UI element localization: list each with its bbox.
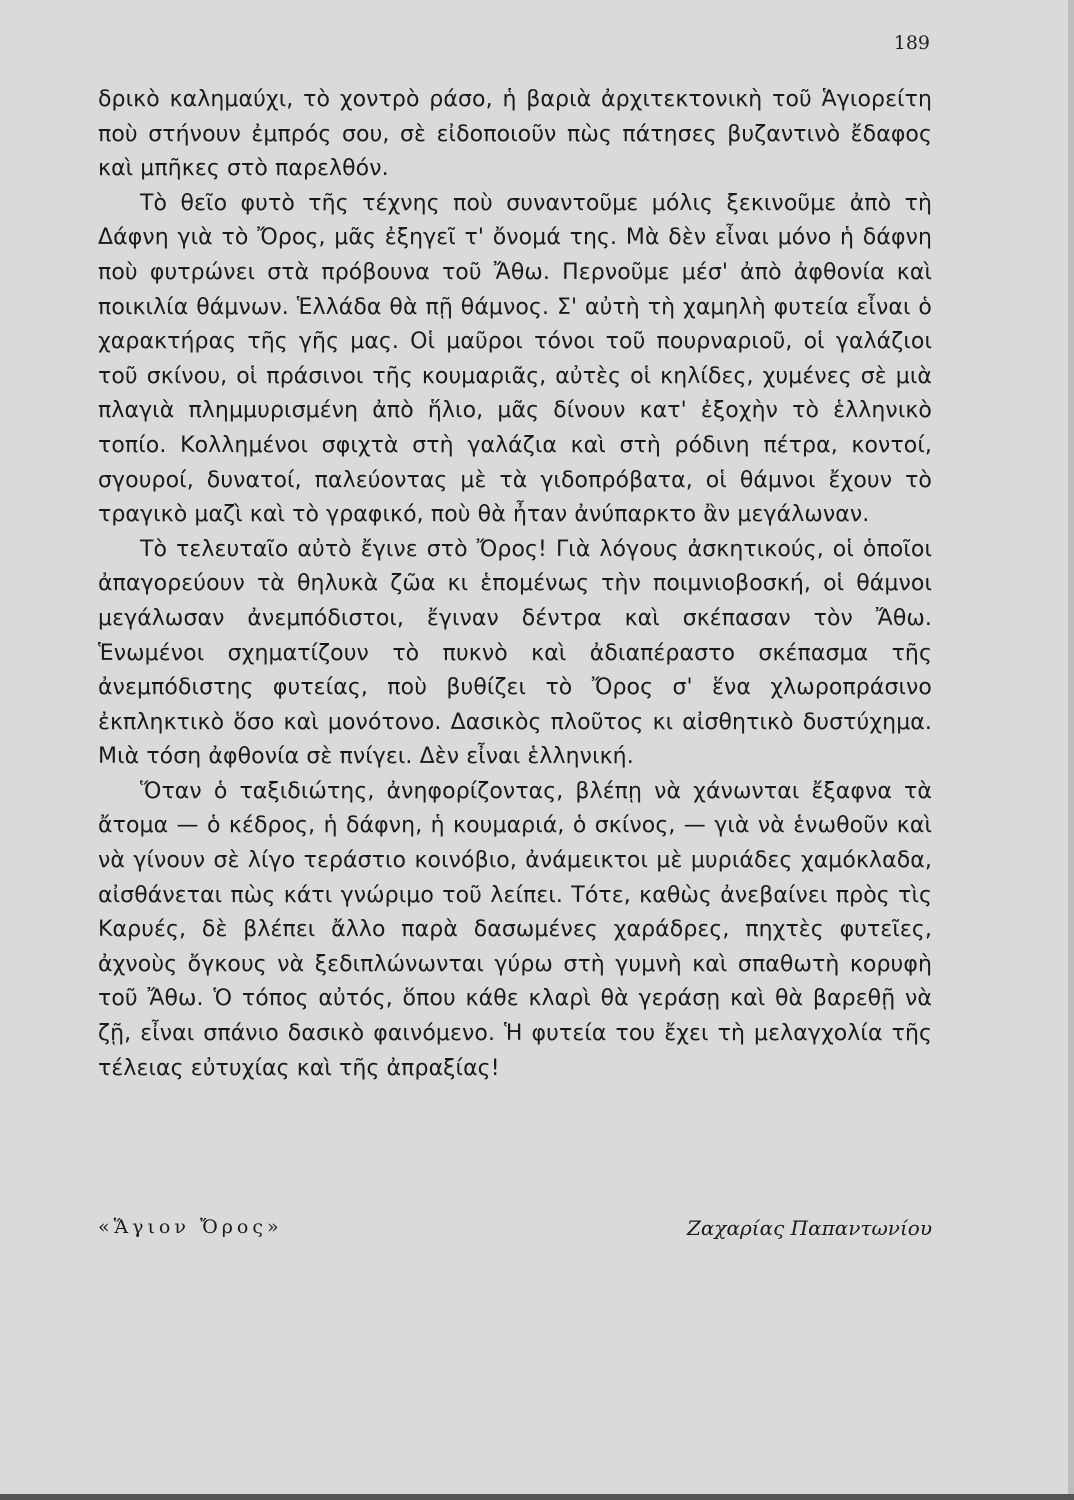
scan-edge-bottom: [0, 1494, 1074, 1500]
scan-edge-right: [1068, 0, 1074, 1500]
paragraph: Ὅταν ὁ ταξιδιώτης, ἀνηφορίζοντας, βλέπῃ νὰ χάνωνται ἔξαφνα τὰ ἄτομα — ὁ κέδρος, ἡ δάφνη, ἡ κουμαριά, ὁ σκίνος, — γιὰ νὰ ἑνωθοῦν καὶ νὰ γίνουν σὲ λίγο τεράστιο κοινόβιο, ἀνάμεικτοι μὲ μυριάδες χαμόκλαδα, αἰσθάνεται πὼς κάτι γνώριμο τοῦ λείπει. Τότε, καθὼς ἀνεβαίνει πρὸς τὶς Καρυές, δὲ βλέπει ἄλλο παρὰ δασωμένες χαράδρες, πηχτὲς φυτεῖες, ἀχνοὺς ὄγκους νὰ ξεδιπλώνωνται γύρω στὴ γυμνὴ καὶ σπαθωτὴ κορυφὴ τοῦ Ἄθω. Ὁ τόπος αὐτός, ὅπου κάθε κλαρὶ θὰ γεράσῃ καὶ θὰ βαρεθῇ νὰ ζῇ, εἶναι σπάνιο δασικὸ φαινόμενο. Ἡ φυτεία του ἔχει τὴ μελαγχολία τῆς τέλειας εὐτυχίας καὶ τῆς ἀπραξίας!: [98, 778, 932, 1081]
paragraph: Τὸ τελευταῖο αὐτὸ ἔγινε στὸ Ὄρος! Γιὰ λόγους ἀσκητικούς, οἱ ὁποῖοι ἀπαγορεύουν τὰ θηλυκὰ ζῶα κι ἑπομένως τὴν ποιμνιοβοσκή, οἱ θάμνοι μεγάλωσαν ἀνεμπόδιστοι, ἔγιναν δέντρα καὶ σκέπασαν τὸν Ἄθω. Ἑνωμένοι σχηματίζουν τὸ πυκνὸ καὶ ἀδιαπέραστο σκέπασμα τῆς ἀνεμπόδιστης φυτείας, ποὺ βυθίζει τὸ Ὄρος σ' ἕνα χλωροπράσινο ἐκπληκτικὸ ὅσο καὶ μονότονο. Δασικὸς πλοῦτος κι αἰσθητικὸ δυστύχημα. Μιὰ τόση ἀφθονία σὲ πνίγει. Δὲν εἶναι ἑλληνική.: [98, 536, 932, 770]
paragraph-continued: δρικὸ καλημαύχι, τὸ χοντρὸ ράσο, ἡ βαριὰ ἀρχιτεκτονικὴ τοῦ Ἁγιορείτη ποὺ στήνουν ἐμπρός σου, σὲ εἰδοποιοῦν πὼς πάτησες βυζαντινὸ ἔδαφος καὶ μπῆκες στὸ παρελθόν.: [98, 87, 932, 182]
author-name: Ζαχαρίας Παπαντωνίου: [686, 1216, 932, 1240]
attribution-footer: [98, 1216, 932, 1250]
body-text: [98, 83, 932, 1086]
source-title: «Ἅγιον Ὄρος»: [98, 1216, 283, 1238]
paragraph: Τὸ θεῖο φυτὸ τῆς τέχνης ποὺ συναντοῦμε μόλις ξεκινοῦμε ἀπὸ τὴ Δάφνη γιὰ τὸ Ὄρος, μᾶς ἐξηγεῖ τ' ὄνομά της. Μὰ δὲν εἶναι μόνο ἡ δάφνη ποὺ φυτρώνει στὰ πρόβουνα τοῦ Ἄθω. Περνοῦμε μέσ' ἀπὸ ἀφθονία καὶ ποικιλία θάμνων. Ἑλλάδα θὰ πῇ θάμνος. Σ' αὐτὴ τὴ χαμηλὴ φυτεία εἶναι ὁ χαρακτήρας τῆς γῆς μας. Οἱ μαῦροι τόνοι τοῦ πουρναριοῦ, οἱ γαλάζιοι τοῦ σκίνου, οἱ πράσινοι τῆς κουμαριᾶς, αὐτὲς οἱ κηλίδες, χυμένες σὲ μιὰ πλαγιὰ πλημμυρισμένη ἀπὸ ἥλιο, μᾶς δίνουν κατ' ἐξοχὴν τὸ ἑλληνικὸ τοπίο. Κολλημένοι σφιχτὰ στὴ γαλάζια καὶ στὴ ρόδινη πέτρα, κοντοί, σγουροί, δυνατοί, παλεύοντας μὲ τὰ γιδοπρόβατα, οἱ θάμνοι ἔχουν τὸ τραγικὸ μαζὶ καὶ τὸ γραφικό, ποὺ θὰ ἦταν ἀνύπαρκτο ἂν μεγάλωναν.: [98, 190, 932, 528]
page-number: 189: [893, 32, 930, 54]
